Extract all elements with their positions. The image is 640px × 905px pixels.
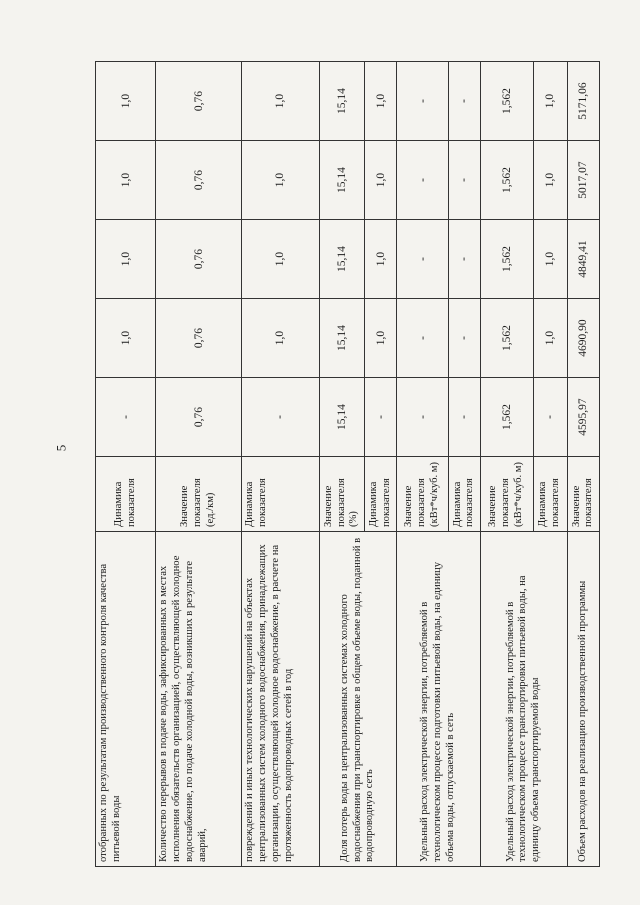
value-cell: 1,562: [480, 378, 533, 457]
value-cell: 1,0: [242, 141, 320, 220]
value-cell: -: [448, 378, 480, 457]
table-row: [567, 62, 599, 867]
value-cell: 1,0: [365, 141, 397, 220]
row-unit: Значение показателя (кВт*ч/куб. м): [397, 457, 449, 532]
value-cell: 5017,07: [567, 141, 599, 220]
value-cell: -: [448, 220, 480, 299]
value-cell: -: [448, 141, 480, 220]
value-cell: 1,562: [480, 299, 533, 378]
value-cell: 1,0: [242, 220, 320, 299]
row-unit: Значение показателя (%): [319, 457, 364, 532]
value-cell: -: [448, 299, 480, 378]
rotated-page: [95, 62, 600, 867]
value-cell: 1,0: [533, 220, 567, 299]
row-description: Доля потерь воды в централизованных системах холодного водоснабжения при транспортировке в общем объеме воды, поданной в водопроводную сеть: [319, 532, 396, 867]
value-cell: 0,76: [156, 299, 242, 378]
value-cell: 15,14: [319, 299, 364, 378]
row-unit: Значение показателя: [567, 457, 599, 532]
row-description: отобранных по результатам производственного контроля качества питьевой воды: [96, 532, 156, 867]
indicators-table: [95, 61, 600, 867]
table-row: [156, 62, 242, 867]
table-row: [242, 62, 320, 867]
value-cell: 15,14: [319, 220, 364, 299]
value-cell: 4849,41: [567, 220, 599, 299]
value-cell: 15,14: [319, 378, 364, 457]
value-cell: 1,0: [96, 299, 156, 378]
value-cell: 0,76: [156, 220, 242, 299]
table-row: [397, 62, 449, 867]
row-unit: Динамика показателя: [533, 457, 567, 532]
row-unit: Динамика показателя: [448, 457, 480, 532]
value-cell: -: [448, 62, 480, 141]
table-row: [319, 62, 364, 867]
value-cell: -: [397, 62, 449, 141]
value-cell: 1,0: [365, 220, 397, 299]
value-cell: -: [397, 141, 449, 220]
row-unit: Динамика показателя: [242, 457, 320, 532]
table-row: [96, 62, 156, 867]
value-cell: 1,562: [480, 220, 533, 299]
value-cell: 5171,06: [567, 62, 599, 141]
row-unit: Значение показателя (ед./км): [156, 457, 242, 532]
value-cell: -: [242, 378, 320, 457]
row-description: Количество перерывов в подаче воды, зафиксированных в местах исполнения обязательств организацией, осуществляющей холодное водоснабжение, по подаче холодной воды, возникших в результате аварий,: [156, 532, 242, 867]
value-cell: 0,76: [156, 62, 242, 141]
row-unit: Значение показателя (кВт*ч/куб. м): [480, 457, 533, 532]
row-description: Удельный расход электрической энергии, потребляемой в технологическом процессе подготовки питьевой воды, на единицу объема воды, отпускаемой в сеть: [397, 532, 481, 867]
value-cell: -: [397, 378, 449, 457]
table-row: [480, 62, 533, 867]
row-description: повреждений и иных технологических нарушений на объектах централизованных систем холодного водоснабжения, принадлежащих организации, осуществляющей холодное водоснабжение, в расчете на протяженность водопроводных сетей в год: [242, 532, 320, 867]
value-cell: 1,0: [96, 141, 156, 220]
value-cell: 1,0: [242, 299, 320, 378]
value-cell: 1,0: [533, 299, 567, 378]
page-number: 5: [53, 444, 69, 452]
row-unit: Динамика показателя: [365, 457, 397, 532]
value-cell: -: [533, 378, 567, 457]
value-cell: 0,76: [156, 141, 242, 220]
value-cell: 1,0: [533, 141, 567, 220]
row-description: Объем расходов на реализацию производственной программы: [567, 532, 599, 867]
value-cell: 4595,97: [567, 378, 599, 457]
value-cell: 1,562: [480, 141, 533, 220]
value-cell: 1,0: [365, 62, 397, 141]
value-cell: -: [397, 299, 449, 378]
value-cell: 15,14: [319, 141, 364, 220]
value-cell: -: [96, 378, 156, 457]
row-unit: Динамика показателя: [96, 457, 156, 532]
value-cell: 1,0: [533, 62, 567, 141]
value-cell: 1,0: [365, 299, 397, 378]
value-cell: 15,14: [319, 62, 364, 141]
value-cell: 1,0: [96, 220, 156, 299]
value-cell: -: [397, 220, 449, 299]
value-cell: 1,562: [480, 62, 533, 141]
value-cell: -: [365, 378, 397, 457]
value-cell: 1,0: [96, 62, 156, 141]
value-cell: 0,76: [156, 378, 242, 457]
value-cell: 1,0: [242, 62, 320, 141]
value-cell: 4690,90: [567, 299, 599, 378]
row-description: Удельный расход электрической энергии, потребляемой в технологическом процессе транспортировки питьевой воды, на единицу объема транспортируемой воды: [480, 532, 567, 867]
